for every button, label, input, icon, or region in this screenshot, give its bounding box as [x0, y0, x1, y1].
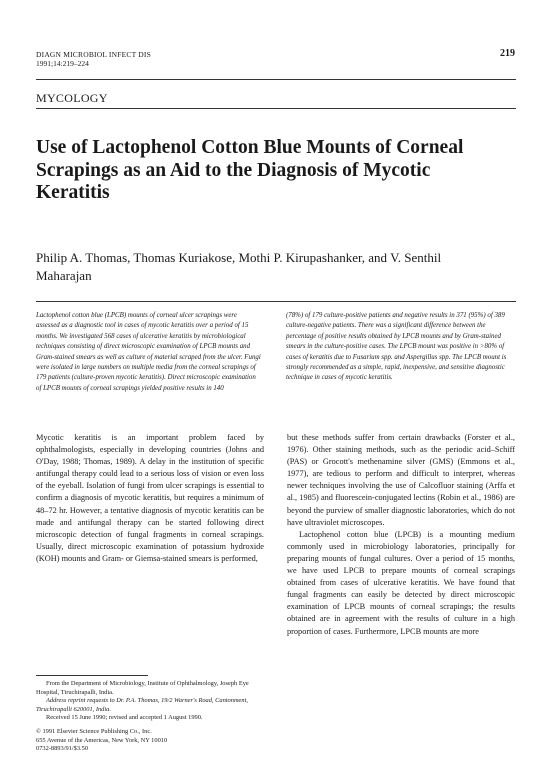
article-title: Use of Lactophenol Cotton Blue Mounts of Corneal Scrapings as an Aid to the Diagnosis of Mycotic Keratitis — [36, 137, 464, 203]
footnote-address: 655 Avenue of the Americas, New York, NY 10010 — [36, 736, 168, 744]
page-number: 219 — [500, 48, 515, 59]
section-rule — [36, 108, 516, 109]
abstract-top-rule — [36, 301, 516, 302]
journal-citation: 1991;14:219–224 — [36, 59, 89, 68]
footnote-affiliation: From the Department of Microbiology, Institute of Ophthalmology, Joseph Eye Hospital, Tiruchirapalli, India. — [36, 680, 249, 696]
footnote — [36, 675, 264, 754]
footnote-rule — [36, 675, 148, 676]
footnote-received: Received 15 June 1990; revised and accepted 1 August 1990. — [46, 714, 203, 722]
footnote-code: 0732-8893/91/$3.50 — [36, 745, 89, 753]
body-left-column: Mycotic keratitis is an important problem faced by ophthalmologists, especially in developing countries (Johns and O'Day, 1988; Thomas, 1989). A delay in the institution of specific antifungal therapy could lead to a serious loss of vision or even loss of the eyeball. Isolation of fungi from ulcer scrapings is essential to confirm a diagnosis of mycotic keratitis, but requires a minimum of 48–72 hr. However, a tentative diagnosis of mycotic keratitis can be made and antifungal therapy can be started following direct microscopic detection of fungal fragments in corneal scrapings. Usually, direct microscopic examination of potassium hydroxide (KOH) mounts and Gram- or Giemsa-stained smears is performed, — [36, 433, 264, 563]
abstract-right-column: (78%) of 179 culture-positive patients and negative results in 371 (95%) of 389 culture-negative patients. There was a significant difference between the percentage of positive results obtained by LPCB mounts and by Gram-stained smears in the culture-positive cases. The LPCB mount was positive in >80% of cases of keratitis due to Fusarium spp. and Aspergillus spp. The LPCB mount is strongly recommended as a simple, rapid, inexpensive, and sensitive diagnostic technique in cases of mycotic keratitis. — [286, 312, 507, 382]
footnote-reprint: Address reprint requests to Dr. P.A. Thomas, 19/2 Warner's Road, Cantonment, Tiruchirapalli 620001, India. — [36, 697, 248, 713]
body-right-column — [287, 432, 515, 638]
journal-name: DIAGN MICROBIOL INFECT DIS — [36, 50, 151, 59]
author-list: Philip A. Thomas, Thomas Kuriakose, Mothi P. Kirupashanker, and V. Senthil Maharajan — [36, 250, 442, 283]
body-paragraph: but these methods suffer from certain drawbacks (Forster et al., 1976). Other staining methods, such as the periodic acid–Schiff (PAS) or Grocott's methenamine silver (GMS) (Emmons et al., 1977), are tedious to perform and difficult to interpret, whereas newer techniques involving the use of Calcofluor staining (Arffa et al., 1985) and fluorescein-conjugated lectins (Robin et al., 1986) are beyond the purview of smaller diagnostic laboratories, which do not have ultraviolet microscopes. — [287, 433, 515, 527]
footnote-copyright: © 1991 Elsevier Science Publishing Co., Inc. — [36, 727, 152, 735]
header-rule — [36, 79, 516, 80]
section-heading: MYCOLOGY — [36, 91, 108, 105]
abstract-left-column: Lactophenol cotton blue (LPCB) mounts of corneal ulcer scrapings were assessed as a diagnostic tool in cases of mycotic keratitis over a period of 15 months. We investigated 568 cases of ulcerative keratitis by microbiological techniques consisting of direct microscopic examination of LPCB mounts and Gram-stained smears as well as culture of material scraped from the ulcer. Fungi were isolated in large numbers on multiple media from the corneal scrapings of 179 patients (culture-proven mycotic keratitis). Direct microscopic examination of LPCB mounts of corneal scrapings yielded positive results in 140 — [36, 312, 261, 392]
body-paragraph: Lactophenol cotton blue (LPCB) is a mounting medium commonly used in microbiology laboratories, principally for preparing mounts of fungal cultures. Over a period of 15 months, we have used LPCB to prepare mounts of corneal scrapings obtained from cases of ulcerative keratitis. We have found that fungal fragments can easily be detected by direct microscopic examination of LPCB mounts of corneal scrapings; the results obtained are in agreement with the results of culture in a high proportion of cases. Furthermore, LPCB mounts are more — [287, 529, 515, 636]
